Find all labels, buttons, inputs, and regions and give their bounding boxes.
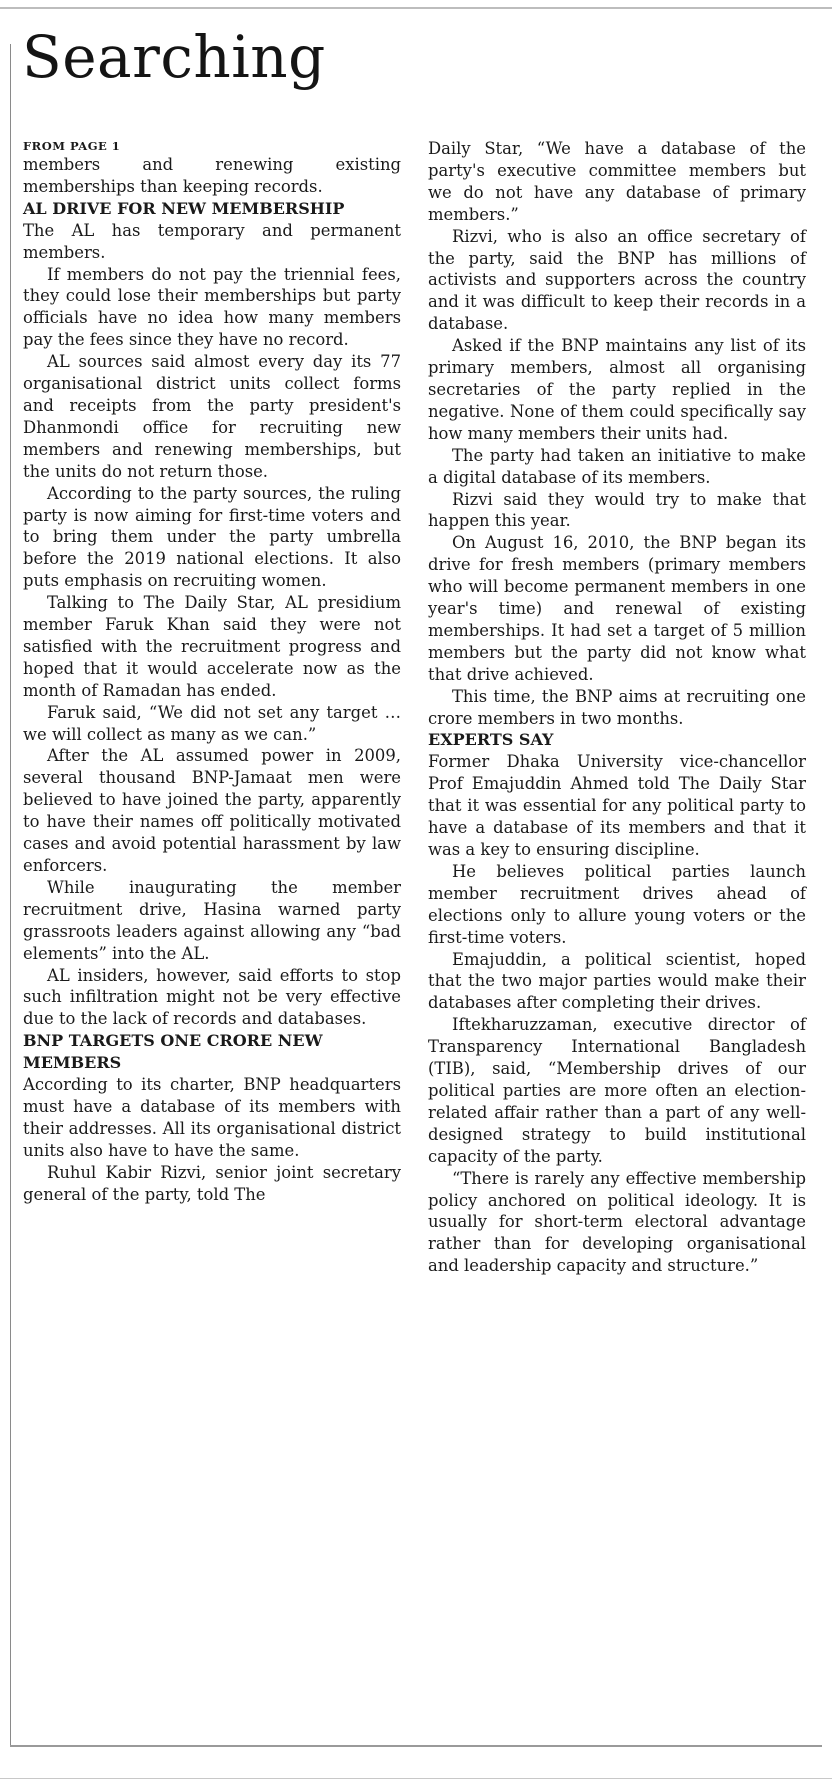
top-rule [0, 7, 832, 9]
left-column-body [23, 154, 401, 1206]
paragraph: After the AL assumed power in 2009, several thousand BNP-Jamaat men were believed to have joined the party, apparently to have their names off politically motivated cases and avoid potential harassment by law enforcers. [23, 746, 401, 875]
paragraph: Faruk said, “We did not set any target … we will collect as many as we can.” [23, 702, 401, 744]
paragraph: On August 16, 2010, the BNP began its drive for fresh members (primary members who will become permanent members in one year's time) and renewal of existing memberships. It had set a target of 5 million members but the party did not know what that drive achieved. [428, 533, 806, 684]
paragraph: Talking to The Daily Star, AL presidium member Faruk Khan said they were not satisfied with the recruitment progress and hoped that it would accelerate now as the month of Ramadan has ended. [23, 593, 401, 700]
right-column [428, 138, 806, 1277]
paragraph: Former Dhaka University vice-chancellor Prof Emajuddin Ahmed told The Daily Star that it was essential for any political party to have a database of its members and that it was a key to ensuring discipline. [428, 752, 806, 859]
left-rule [10, 44, 11, 1745]
paragraph: He believes political parties launch member recruitment drives ahead of elections only to allure young voters or the first-time voters. [428, 861, 806, 947]
paragraph: Iftekharuzzaman, executive director of Transparency International Bangladesh (TIB), said, “Membership drives of our political parties are more often an election-related affair rather than a part of any well-designed strategy to build institutional capacity of the party. [428, 1015, 806, 1166]
paragraph: Asked if the BNP maintains any list of its primary members, almost all organising secretaries of the party replied in the negative. None of them could specifically say how many members their units had. [428, 336, 806, 443]
paragraph: The AL has temporary and permanent members. [23, 220, 401, 262]
paragraph: This time, the BNP aims at recruiting one crore members in two months. [428, 686, 806, 728]
paragraph: According to the party sources, the ruling party is now aiming for first-time voters and to bring them under the party umbrella before the 2019 national elections. It also puts emphasis on recruiting women. [23, 483, 401, 591]
headline: Searching [22, 23, 326, 91]
subheading: EXPERTS SAY [428, 730, 554, 750]
bottom-rule [10, 1745, 822, 1747]
paragraph: The party had taken an initiative to make a digital database of its members. [428, 445, 806, 487]
paragraph: “There is rarely any effective membership policy anchored on political ideology. It is usually for short-term electoral advantage rather than for developing organisational and leadership capacity and structure.” [428, 1168, 806, 1276]
paragraph: While inaugurating the member recruitment drive, Hasina warned party grassroots leaders against allowing any “bad elements” into the AL. [23, 877, 401, 963]
paragraph: Rizvi, who is also an office secretary of the party, said the BNP has millions of activists and supporters across the country and it was difficult to keep their records in a database. [428, 226, 806, 334]
subheading: BNP TARGETS ONE CRORE NEW MEMBERS [23, 1031, 323, 1073]
subheading: AL DRIVE FOR NEW MEMBERSHIP [23, 198, 345, 218]
paragraph: AL insiders, however, said efforts to stop such infiltration might not be very effective due to the lack of records and databases. [23, 965, 401, 1029]
left-column [23, 138, 401, 1206]
kicker: FROM PAGE 1 [23, 139, 121, 153]
paragraph: According to its charter, BNP headquarters must have a database of its members with their addresses. All its organisational district units also have to have the same. [23, 1075, 401, 1160]
paragraph: Daily Star, “We have a database of the party's executive committee members but we do not have any database of primary members.” [428, 139, 806, 224]
paragraph: members and renewing existing memberships than keeping records. [23, 155, 401, 196]
paragraph: AL sources said almost every day its 77 organisational district units collect forms and receipts from the party president's Dhanmondi office for recruiting new members and renewing memberships, but the units do not return those. [23, 352, 401, 481]
paragraph: If members do not pay the triennial fees, they could lose their memberships but party officials have no idea how many members pay the fees since they have no record. [23, 264, 401, 350]
right-column-body [428, 138, 806, 1277]
paragraph: Rizvi said they would try to make that happen this year. [428, 489, 806, 531]
page-edge-rule [0, 1778, 832, 1779]
paragraph: Emajuddin, a political scientist, hoped that the two major parties would make their databases after completing their drives. [428, 949, 806, 1013]
paragraph: Ruhul Kabir Rizvi, senior joint secretary general of the party, told The [23, 1162, 401, 1204]
